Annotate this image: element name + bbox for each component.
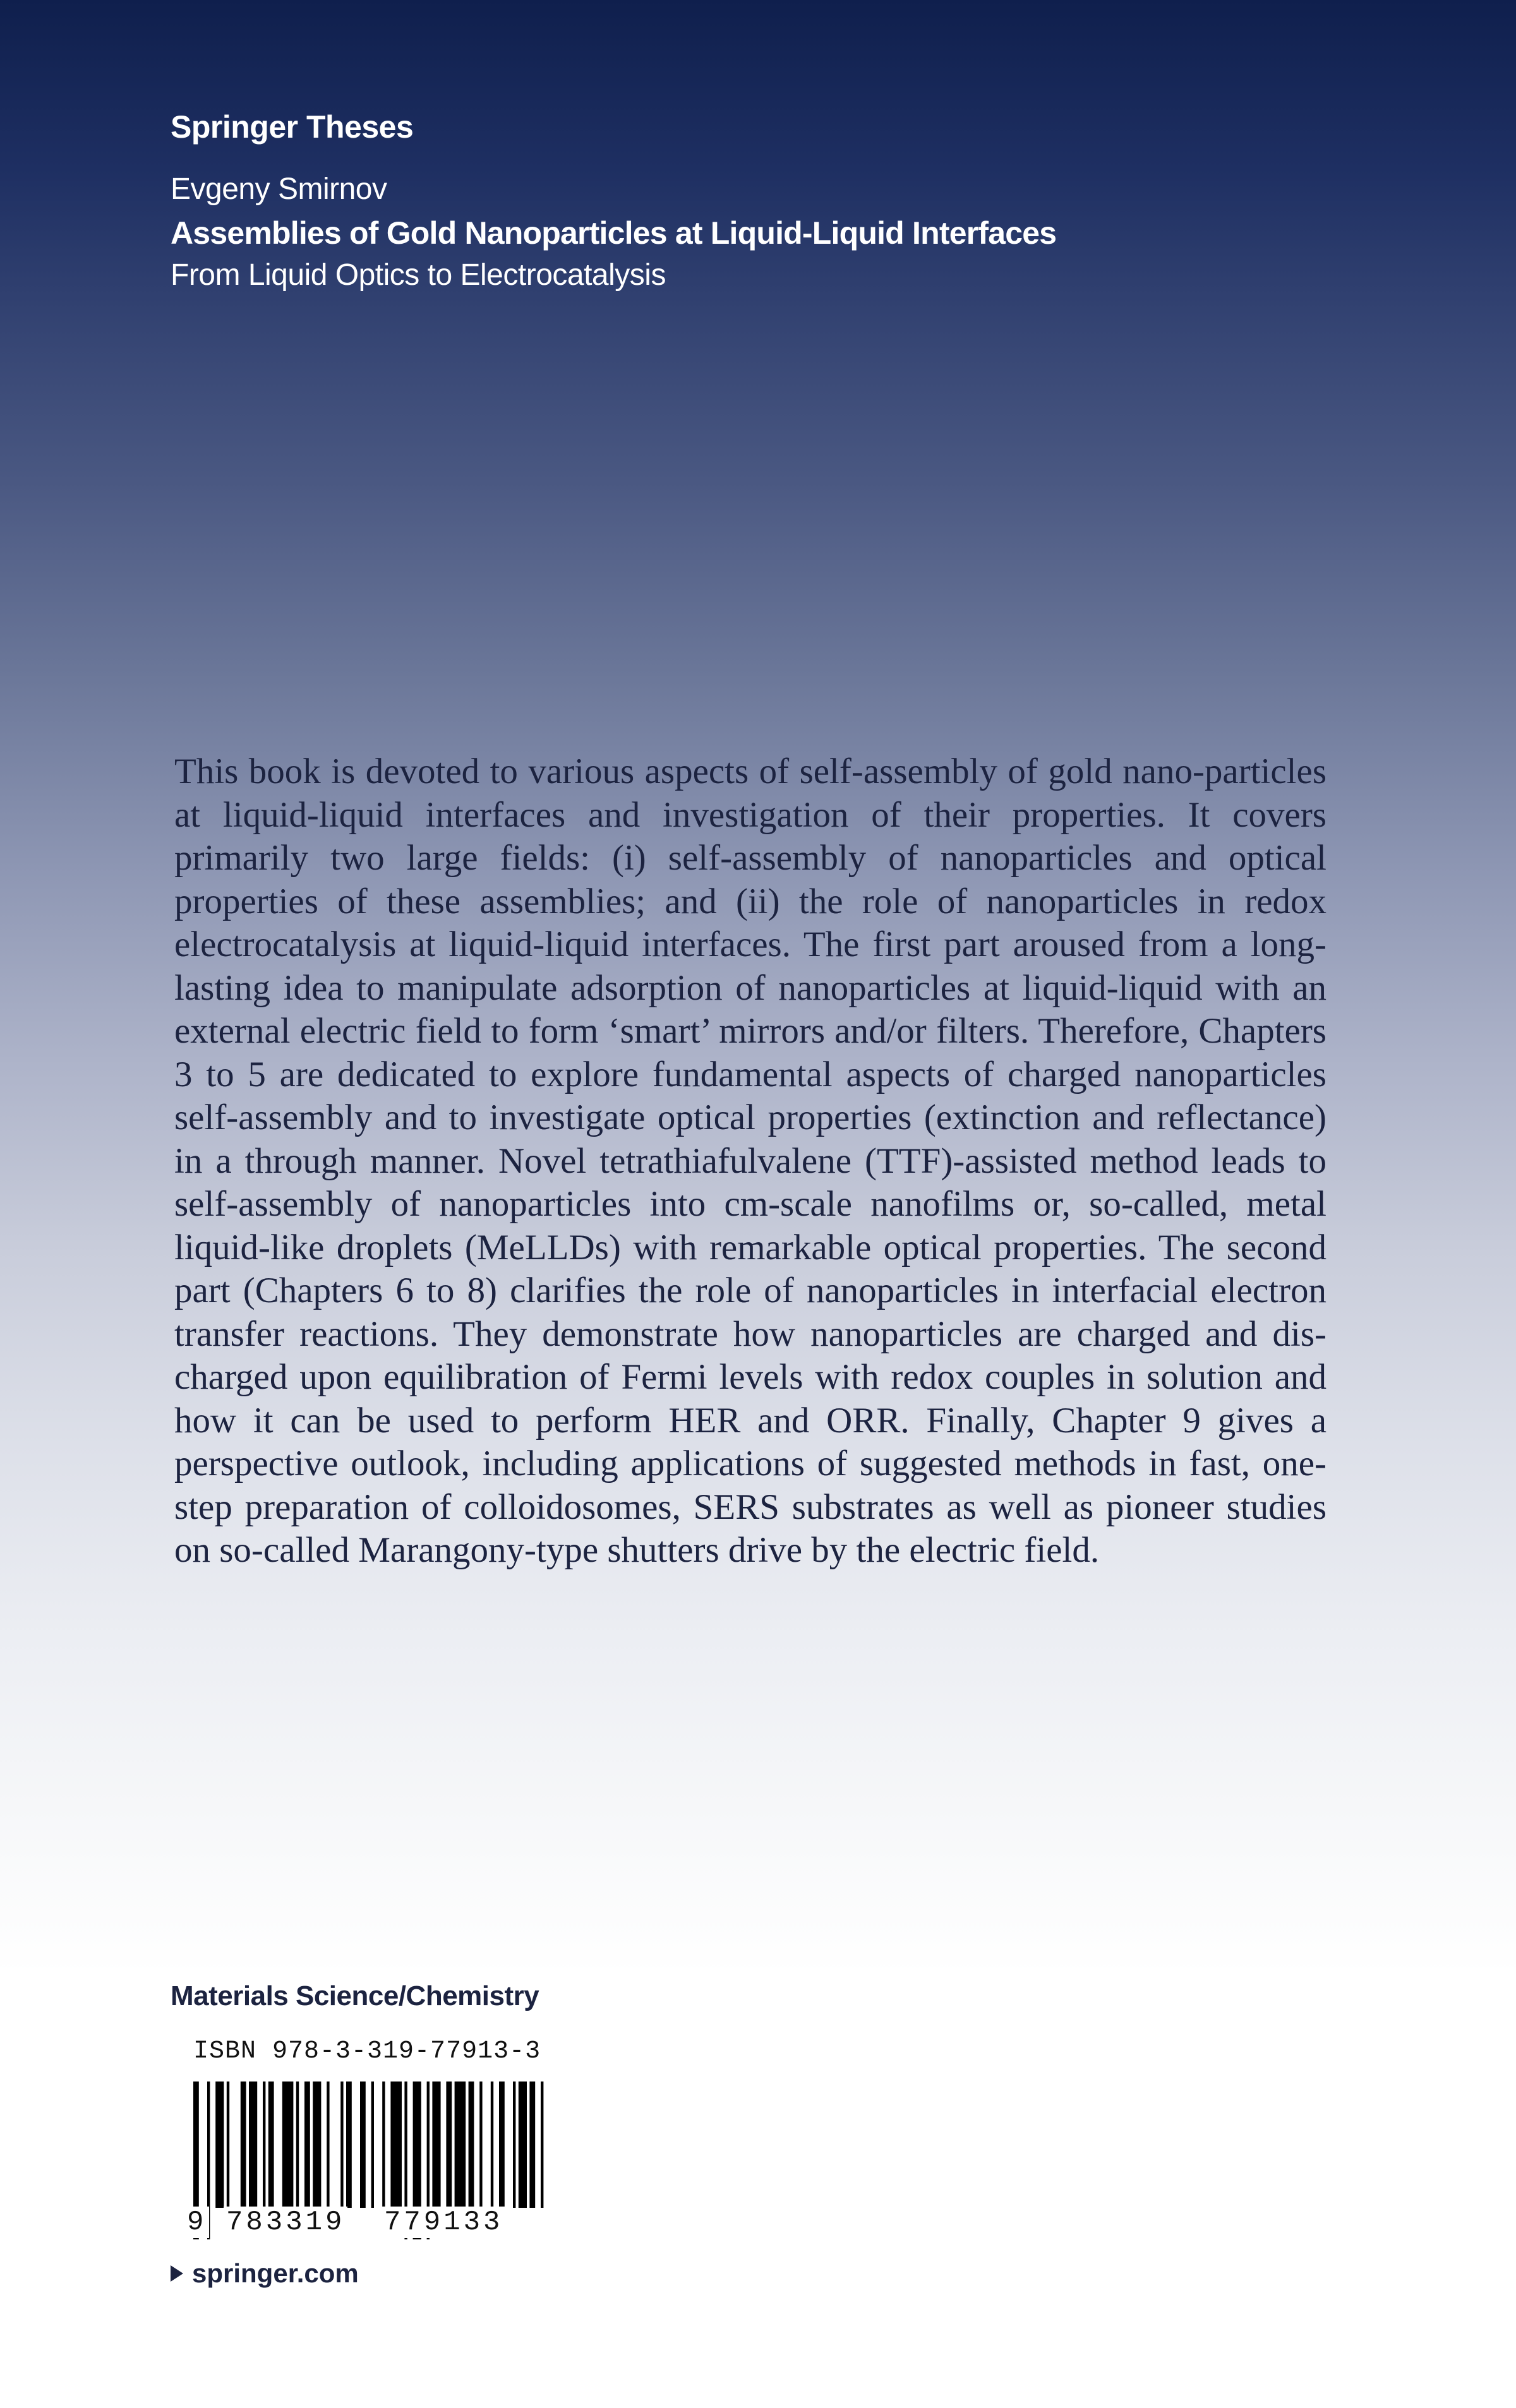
barcode-bar — [519, 2082, 527, 2208]
barcode-bar — [432, 2082, 440, 2208]
barcode-bar — [469, 2082, 474, 2208]
subject-category: Materials Science/Chemistry — [171, 1980, 539, 2011]
barcode-bar — [491, 2082, 493, 2208]
barcode-digits-left: 783319 — [224, 2207, 347, 2238]
book-title: Assemblies of Gold Nanoparticles at Liquid-Liquid Interfaces — [171, 215, 1057, 251]
barcode-bar — [455, 2082, 466, 2208]
barcode-bar — [282, 2082, 294, 2208]
barcode-bar — [382, 2082, 385, 2208]
barcode-bar — [371, 2082, 374, 2208]
barcode-bar — [241, 2082, 246, 2208]
barcode-bar — [346, 2082, 352, 2208]
barcode-digits-right: 779133 — [382, 2207, 505, 2238]
isbn-label: ISBN 978-3-319-77913-3 — [193, 2037, 541, 2066]
barcode-bar — [479, 2082, 482, 2208]
barcode-bar — [313, 2082, 321, 2208]
barcode-bar — [446, 2082, 452, 2208]
abstract-paragraph: This book is devoted to various aspects of self-assembly of gold nano-particles at liquid-liquid interfaces and investigation of their properties. It covers primarily two large fields: (i) self-assembly of nanoparticles and optical properties of these assemblies; and (ii) the role of nanoparticles in redox electrocatalysis at liquid-liquid interfaces. The first part aroused from a long-lasting idea to manipulate adsorption of nanoparticles at liquid-liquid with an external electric field to form ‘smart’ mirrors and/or filters. Therefore, Chapters 3 to 5 are dedicated to explore fundamental aspects of charged nanoparticles self-assembly and to investigate optical properties (extinction and reflectance) in a through manner. Novel tetrathiafulvalene (TTF)-assisted method leads to self-assembly of nanoparticles into cm-scale nanofilms or, so-called, metal liquid-like droplets (MeLLDs) with remarkable optical properties. The second part (Chapters 6 to 8) clarifies the role of nanoparticles in interfacial electron transfer reactions. They demonstrate how nanoparticles are charged and discharged upon equilibration of Fermi levels with redox couples in solution and how it can be used to perform HER and ORR. Finally, Chapter 9 gives a perspective outlook, including applications of suggested methods in fast, one-step preparation of colloidosomes, SERS substrates as well as pioneer studies on so-called Marangony-type shutters drive by the electric field. — [174, 752, 1326, 1570]
barcode-bar — [327, 2082, 329, 2208]
barcode-bar — [296, 2082, 299, 2208]
barcode-digit-first: 9 — [184, 2207, 209, 2238]
triangle-right-icon — [171, 2265, 183, 2282]
barcode-bar — [360, 2082, 366, 2208]
barcode-bar — [227, 2082, 229, 2208]
barcode-bar — [249, 2082, 257, 2208]
publisher-website-label: springer.com — [192, 2258, 359, 2288]
author-name: Evgeny Smirnov — [171, 172, 387, 206]
barcode-bar — [304, 2082, 310, 2208]
barcode-bar — [499, 2082, 505, 2208]
barcode-bar — [268, 2082, 274, 2208]
series-name: Springer Theses — [171, 109, 414, 145]
barcode-bar — [541, 2082, 543, 2208]
barcode-bar — [263, 2082, 265, 2208]
publisher-website-link[interactable] — [171, 2258, 359, 2289]
barcode-digits — [184, 2207, 563, 2244]
barcode-bar — [215, 2082, 224, 2208]
barcode-bar — [513, 2082, 515, 2208]
barcode-bar — [390, 2082, 402, 2208]
book-subtitle: From Liquid Optics to Electrocatalysis — [171, 258, 666, 292]
barcode-bar — [529, 2082, 535, 2208]
barcode-bar — [340, 2082, 343, 2208]
